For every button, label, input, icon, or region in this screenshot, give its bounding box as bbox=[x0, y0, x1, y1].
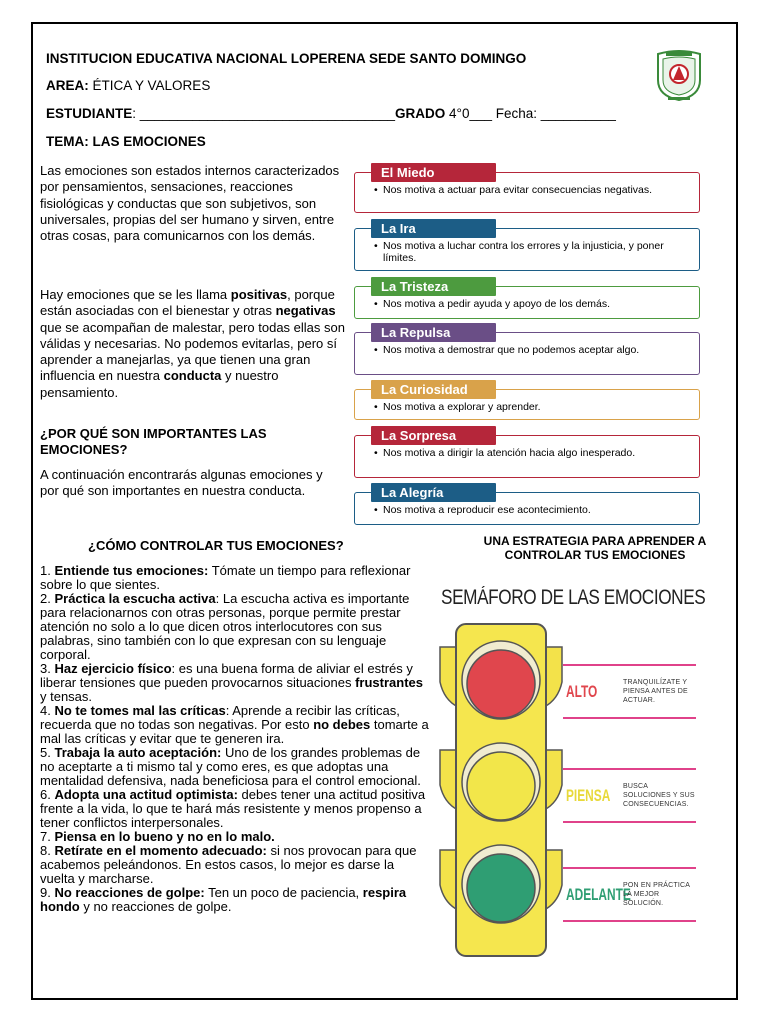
list-item: 6. Adopta una actitud optimista: debes tener una actitud positiva frente a la vida, lo que te hará más resistente y menos propenso a tener conflictos interpersonales. bbox=[40, 787, 426, 830]
why-important-heading: ¿POR QUÉ SON IMPORTANTES LAS EMOCIONES? bbox=[40, 426, 267, 458]
list-item: 2. Práctica la escucha activa: La escucha activa es importante para relacionarnos con otras personas, porque permite prestar atención no solo a lo que dicen otros interlocutores con sus palabras, sino también con lo que expresan con su lenguaje corporal. bbox=[40, 591, 410, 662]
control-heading: ¿CÓMO CONTROLAR TUS EMOCIONES? bbox=[88, 538, 344, 553]
semaforo-piensa: PIENSA BUSCA SOLUCIONES Y SUS CONSECUENCIAS. bbox=[560, 768, 696, 852]
list-item: 9. No reacciones de golpe: Ten un poco de paciencia, respira hondo y no reacciones de golpe. bbox=[40, 885, 407, 914]
red-light bbox=[467, 650, 535, 718]
list-item: 8. Retírate en el momento adecuado: si nos provocan para que acabemos peleándonos. En estos casos, lo mejor es darse la vuelta y marcharse. bbox=[40, 843, 417, 886]
emotions-types-paragraph: Hay emociones que se les llama positivas, porque están asociadas con el bienestar y otras negativas que se acompañan de malestar, pero todas ellas son válidas y necesarias. No podemos evitarlas, pero sí aprender a manejarlas, ya que tienen una gran influencia en nuestra conducta y nuestro pensamiento. bbox=[40, 287, 345, 400]
green-light bbox=[467, 854, 535, 922]
emotion-card-miedo: • Nos motiva a actuar para evitar consecuencias negativas. El Miedo bbox=[354, 163, 700, 213]
school-logo bbox=[654, 50, 704, 102]
area-line: AREA: ÉTICA Y VALORES bbox=[46, 78, 211, 93]
student-line: ESTUDIANTE: __________________________________GRADO 4°0___ Fecha: __________ bbox=[46, 106, 616, 121]
emotion-card-alegria: • Nos motiva a reproducir ese acontecimiento. La Alegría bbox=[354, 483, 700, 525]
list-item: 3. Haz ejercicio físico: es una buena forma de aliviar el estrés y liberar tensiones que pueden provocarnos situaciones frustrantes y tensas. bbox=[40, 661, 424, 704]
list-item: 7. Piensa en lo bueno y no en lo malo. bbox=[40, 829, 275, 844]
emotion-card-ira: • Nos motiva a luchar contra los errores y la injusticia, y poner límites. La Ira bbox=[354, 219, 700, 271]
strategy-heading: UNA ESTRATEGIA PARA APRENDER A CONTROLAR TUS EMOCIONES bbox=[483, 534, 707, 562]
semaforo-adelante: ADELANTE PON EN PRÁCTICA LA MEJOR SOLUCIÓN. bbox=[560, 867, 696, 951]
list-item: 4. No te tomes mal las críticas: Aprende a recibir las críticas, recuerda que no todas son negativas. Por esto no debes tomarte a mal las críticas y evitar que te generen ira. bbox=[40, 703, 429, 746]
semaforo-alto: ALTO TRANQUILÍZATE Y PIENSA ANTES DE ACTUAR. bbox=[560, 664, 696, 748]
semaforo-title: SEMÁFORO DE LAS EMOCIONES bbox=[441, 586, 706, 609]
emotion-card-repulsa: • Nos motiva a demostrar que no podemos aceptar algo. La Repulsa bbox=[354, 323, 700, 375]
emotion-card-sorpresa: • Nos motiva a dirigir la atención hacia algo inesperado. La Sorpresa bbox=[354, 426, 700, 478]
topic-title: TEMA: LAS EMOCIONES bbox=[46, 134, 206, 149]
school-name: INSTITUCION EDUCATIVA NACIONAL LOPERENA SEDE SANTO DOMINGO bbox=[46, 51, 527, 66]
intro-paragraph: Las emociones son estados internos caracterizados por pensamientos, sensaciones, reacciones fisiológicas y conductas que son subjetivos, son universales, propias del ser humano y sirven, entre otras cosas, para comunicarnos con los demás. bbox=[40, 163, 340, 244]
yellow-light bbox=[467, 752, 535, 820]
control-list bbox=[40, 564, 432, 914]
emotion-card-tristeza: • Nos motiva a pedir ayuda y apoyo de los demás. La Tristeza bbox=[354, 277, 700, 319]
emotion-card-curiosidad: • Nos motiva a explorar y aprender. La Curiosidad bbox=[354, 380, 700, 420]
list-item: 1. Entiende tus emociones: Tómate un tiempo para reflexionar sobre lo que sientes. bbox=[40, 563, 411, 592]
list-item: 5. Trabaja la auto aceptación: Uno de los grandes problemas de no aceptarte a ti mismo tal y como eres, es que adoptas una mentalidad defensiva, nada beneficiosa para el control emocional. bbox=[40, 745, 421, 788]
following-emotions-paragraph: A continuación encontrarás algunas emociones y por qué son importantes en nuestra conducta. bbox=[40, 467, 323, 499]
traffic-light-illustration bbox=[438, 622, 564, 958]
